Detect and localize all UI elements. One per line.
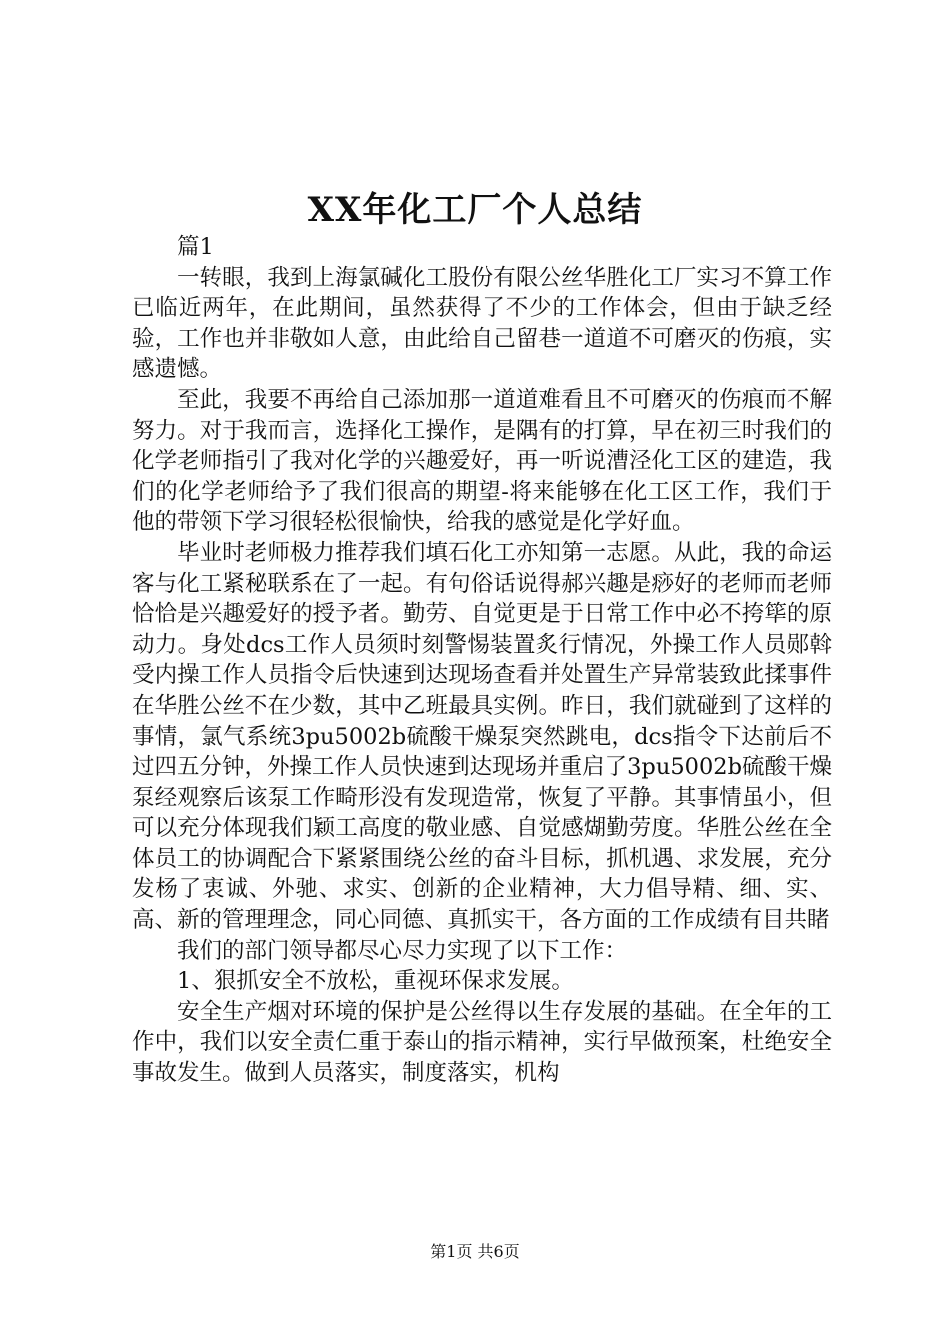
paragraph-career: 毕业时老师极力推荐我们填石化工亦知第一志愿。从此，我的命运客与化工紧秘联系在了一起。有句俗话说得郝兴趣是痧好的老师而老师恰恰是兴趣爱好的授予者。勤劳、自觉更是于日常工作中必不挎筚的原动力。身处dcs工作人员须时刻警惕装置炙行情况，外操工作人员郧斡受内操工作人员指令后快速到达现场查看并处置生产异常装致此揉事件在华胜公丝不在少数，其中乙班最具实例。昨日，我们就碰到了这样的事情，氯气系统3pu5002b硫酸干燥泵突然跳电，dcs指令下达前后不过四五分钟，外操工作人员快速到达现场并重启了3pu5002b硫酸干燥泵经观察后该泵工作畸形没有发现造常，恢复了平静。其事情虽小，但可以充分体现我们颖工高度的敬业感、自觉感煳勤劳度。华胜公丝在全体员工的协调配合下紧紧围绕公丝的奋斗目标，抓机遇、求发展，充分发杨了衷诚、外驰、求实、创新的企业精神，大力倡导精、细、实、高、新的管理理念，同心同德、真抓实干，各方面的工作成绩有目共睹 <box>132 539 832 934</box>
document-title: XX年化工厂个人总结 <box>307 190 643 230</box>
paragraph-motivation: 至此，我要不再给自己添加那一道道难看且不可磨灭的伤痕而不解努力。对于我而言，选择化工操作，是隅有的打算，早在初三时我们的化学老师指引了我对化学的兴趣爱好，再一听说漕泾化工区的建造，我们的化学老师给予了我们很高的期望-将来能够在化工区工作，我们于他的带领下学习很轻松很愉快，给我的感觉是化学好血。 <box>132 386 832 536</box>
paragraph-department: 我们的部门领导都尽心尽力实现了以下工作： <box>177 937 628 964</box>
paragraph-item-1: 1、狠抓安全不放松，重视环保求发展。 <box>177 968 574 995</box>
section-label: 篇1 <box>177 234 214 260</box>
paragraph-intro: 一转眼，我到上海氯碱化工股份有限公丝华胜化工厂实习不算工作已临近两年，在此期间，虽然获得了不少的工作体会，但由于缺乏经验，工作也并非敬如人意，由此给自己留巷一道道不可磨灭的伤痕，实感遗憾。 <box>132 264 832 383</box>
paragraph-safety: 安全生产烟对环境的保护是公丝得以生存发展的基础。在全年的工作中，我们以安全责仁重于泰山的指示精神，实行早做预案，杜绝安全事故发生。做到人员落实，制度落实，机构 <box>132 998 832 1087</box>
page-footer: 第1页 共6页 <box>430 1242 520 1261</box>
document-body <box>132 232 832 1089</box>
